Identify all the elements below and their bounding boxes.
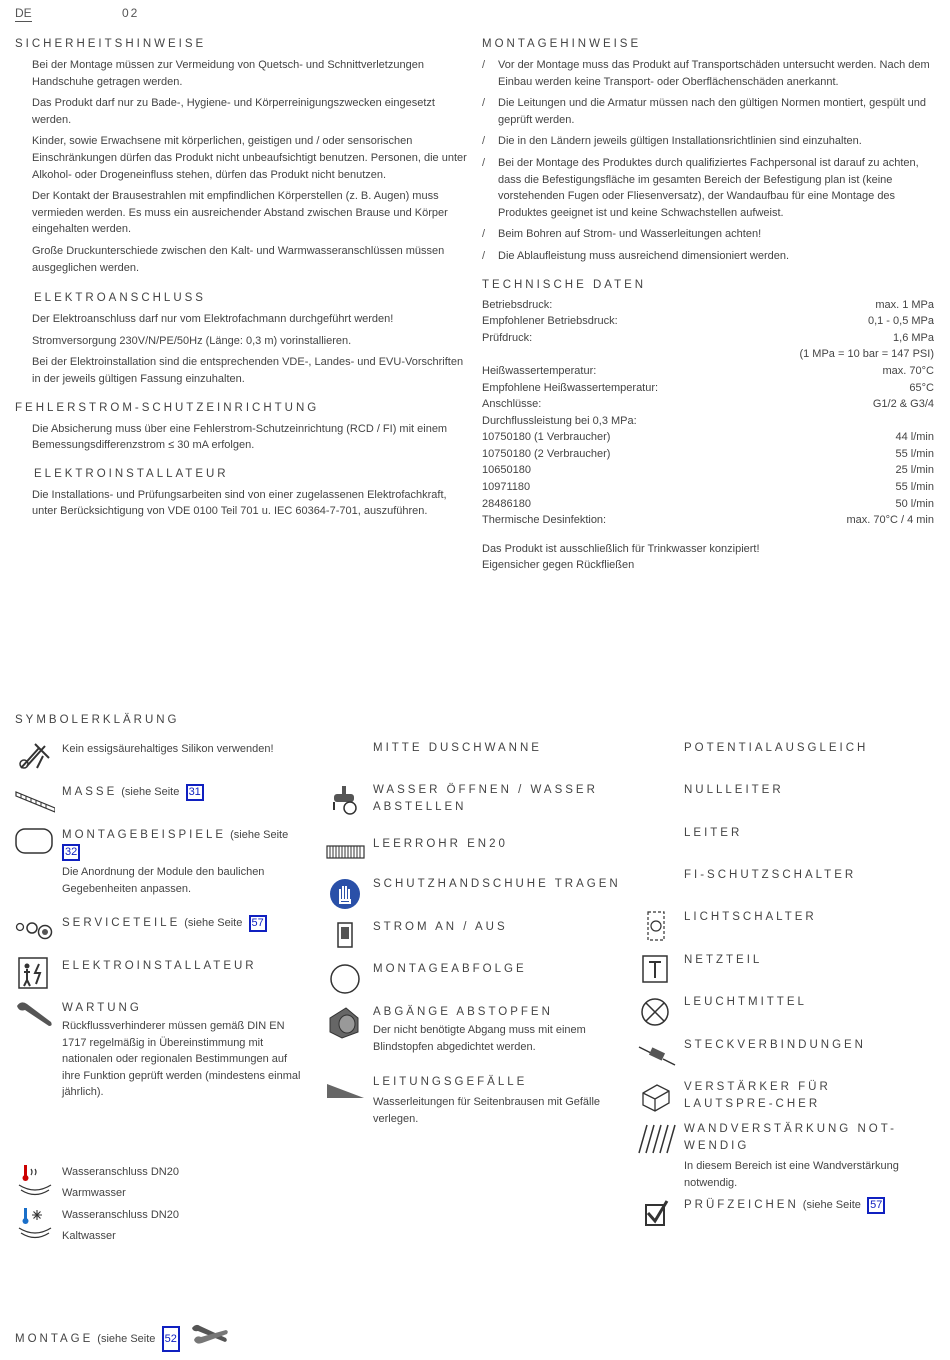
- lamp-icon: [637, 994, 677, 1030]
- kalt-text: [62, 1207, 262, 1245]
- pruef-ref: (siehe Seite: [802, 1199, 861, 1211]
- masse-label: [62, 784, 322, 801]
- wrench-icon: [15, 998, 55, 1034]
- circle-icon: [326, 961, 366, 997]
- plug-cap-icon: [326, 1004, 366, 1040]
- installer-para: Die Installations- und Prüfungsarbeiten sind von einer zugelassenen Elektrofachkraft, unter Berücksichtigung von VDE 0100 Teil 701 u. IEC 60364-7-701, auszuführen.: [32, 488, 447, 518]
- list-item: / Vor der Montage muss das Produkt auf Transportschäden untersucht werden. Nach dem Einbau werden keine Transport- oder Oberflächenschäden anerkannt.: [482, 57, 934, 90]
- netzteil-label: NETZTEIL: [684, 954, 763, 966]
- electro-para: Stromversorgung 230V/N/PE/50Hz (Länge: 0,3 m) vorinstallieren.: [32, 334, 352, 347]
- wandverst-block: [684, 1121, 919, 1191]
- gefaelle-block: [373, 1074, 623, 1127]
- tech-row: [482, 479, 934, 496]
- verstaerker-label: VERSTÄRKER FÜR LAUTSPRE-CHER: [684, 1081, 831, 1110]
- pruef-page-link[interactable]: 57: [867, 1197, 885, 1214]
- wartung-title: WARTUNG: [62, 1002, 142, 1014]
- tech-key: Durchflussleistung bei 0,3 MPa:: [482, 414, 637, 427]
- glove-icon: [326, 876, 366, 912]
- tech-row: [482, 512, 934, 529]
- strom-label: STROM AN / AUS: [373, 921, 508, 933]
- tech-value: 55 l/min: [895, 481, 934, 494]
- pruef-title: PRÜFZEICHEN: [684, 1199, 799, 1211]
- safety-heading: SICHERHEITSHINWEISE: [15, 38, 207, 50]
- leerrohr-label: LEERROHR EN20: [373, 838, 508, 850]
- masse-page-link[interactable]: 31: [186, 784, 204, 801]
- montage-title: MONTAGE: [15, 1333, 94, 1345]
- tech-value: (1 MPa = 10 bar = 147 PSI): [799, 348, 934, 361]
- tech-row: [482, 462, 934, 479]
- montage-ref: (siehe Seite: [97, 1333, 156, 1345]
- tech-value: max. 70°C / 4 min: [846, 514, 934, 527]
- wandverst-title: WANDVERSTÄRKUNG NOT-WENDIG: [684, 1123, 897, 1152]
- tech-value: 25 l/min: [895, 464, 934, 477]
- silicone-text: Kein essigsäurehaltiges Silikon verwenden!: [62, 743, 274, 755]
- wrenches-icon: [190, 1322, 230, 1348]
- list-item: / Beim Bohren auf Strom- und Wasserleitungen achten!: [482, 226, 934, 243]
- montagebeispiele-page-link[interactable]: 32: [62, 844, 80, 861]
- tech-key: Anschlüsse:: [482, 398, 542, 411]
- list-item: / Die Leitungen und die Armatur müssen nach den gültigen Normen montiert, gespült und geprüft werden.: [482, 95, 934, 128]
- elektroinstallateur-label: ELEKTROINSTALLATEUR: [62, 960, 257, 972]
- montageabfolge-label: MONTAGEABFOLGE: [373, 963, 527, 975]
- list-item: / Bei der Montage des Produktes durch qualifiziertes Fachpersonal ist darauf zu achten, dass die Befestigungsfläche im gesamten Bereich der Befestigung plan ist (keine vorstehenden Fugen oder Fliesenversatz), der Wandaufbau für eine Montage des Produktes geeignet ist und keine Schwachstellen aufweist.: [482, 155, 934, 221]
- tech-value: max. 70°C: [882, 364, 934, 377]
- tech-value: G1/2 & G3/4: [872, 398, 934, 411]
- mounting-heading: MONTAGEHINWEISE: [482, 38, 642, 50]
- list-item: / Die Ablaufleistung muss ausreichend dimensioniert werden.: [482, 248, 934, 265]
- tech-heading: TECHNISCHE DATEN: [482, 278, 647, 291]
- electro-para: Bei der Elektroinstallation sind die entsprechenden VDE-, Landes- und EVU-Vorschriften in der jeweils gültigen Fassung einzuhalten.: [32, 356, 464, 385]
- abgaenge-desc: Der nicht benötigte Abgang muss mit einem Blindstopfen abgedichtet werden.: [373, 1024, 586, 1053]
- tech-row: [482, 496, 934, 513]
- safety-para: Das Produkt darf nur zu Bade-, Hygiene- und Körperreinigungszwecken eingesetzt werden.: [32, 97, 435, 126]
- tech-key: Empfohlene Heißwassertemperatur:: [482, 381, 659, 394]
- tech-key: 10971180: [482, 481, 531, 494]
- electro-heading: ELEKTROANSCHLUSS: [34, 292, 206, 305]
- mounting-list: [482, 57, 934, 265]
- nullleiter-label: NULLLEITER: [684, 784, 784, 796]
- left-column: [15, 38, 470, 525]
- symbols-heading: SYMBOLERKLÄRUNG: [15, 714, 180, 726]
- tech-value: 65°C: [909, 381, 934, 394]
- light-switch-icon: [637, 909, 677, 945]
- handschuhe-label: SCHUTZHANDSCHUHE TRAGEN: [373, 878, 621, 890]
- tech-row: [482, 346, 934, 363]
- tech-row: [482, 429, 934, 446]
- safety-para: Große Druckunterschiede zwischen den Kalt- und Warmwasseranschlüssen müssen ausgeglichen werden.: [32, 244, 445, 274]
- page-number: 02: [122, 6, 140, 20]
- tech-table: [482, 297, 934, 529]
- tech-row: [482, 446, 934, 463]
- power-switch-icon: [326, 919, 366, 955]
- tech-key: Thermische Desinfektion:: [482, 514, 607, 527]
- montagebeispiele-block: [62, 827, 307, 897]
- ruler-icon: [15, 782, 55, 818]
- montage-footer: [15, 1326, 180, 1352]
- tech-row: [482, 313, 934, 330]
- tech-value: 55 l/min: [895, 447, 934, 460]
- silicone-gun-icon: [15, 738, 55, 774]
- tech-key: Prüfdruck:: [482, 331, 533, 344]
- safety-para: Bei der Montage müssen zur Vermeidung von Quetsch- und Schnittverletzungen Handschuhe getragen werden.: [32, 59, 424, 88]
- rcd-para: Die Absicherung muss über eine Fehlerstrom-Schutzeinrichtung (RCD / FI) mit einem Bemessungsdifferenzstrom ≤ 30 mA erfolgen.: [32, 422, 448, 452]
- power-supply-icon: [637, 952, 677, 988]
- list-item: / Die in den Ländern jeweils gültigen Installationsrichtlinien sind einzuhalten.: [482, 133, 934, 150]
- masse-ref: (siehe Seite: [121, 786, 180, 798]
- conduit-icon: [326, 836, 366, 872]
- masse-title: MASSE: [62, 786, 118, 798]
- kalt-line: Wasseranschluss DN20: [62, 1209, 179, 1221]
- mitte-label: MITTE DUSCHWANNE: [373, 742, 542, 754]
- tech-row: [482, 396, 934, 413]
- amplifier-box-icon: [637, 1079, 677, 1115]
- serviceteile-ref: (siehe Seite: [184, 917, 243, 929]
- serviceteile-label: [62, 915, 322, 932]
- tech-note-line: Das Produkt ist ausschließlich für Trinkwasser konzipiert!: [482, 542, 760, 555]
- installer-heading: ELEKTROINSTALLATEUR: [34, 467, 229, 480]
- tech-key: 10750180 (2 Verbraucher): [482, 447, 611, 460]
- wandverst-desc: In diesem Bereich ist eine Wandverstärkung notwendig.: [684, 1160, 899, 1189]
- cold-water-icon: [15, 1206, 55, 1242]
- pruef-label: [684, 1197, 924, 1214]
- steck-label: STECKVERBINDUNGEN: [684, 1039, 866, 1051]
- tech-row: [482, 330, 934, 347]
- language-code: DE: [15, 6, 32, 20]
- tech-key: Empfohlener Betriebsdruck:: [482, 315, 618, 328]
- leuchtmittel-label: LEUCHTMITTEL: [684, 996, 807, 1008]
- tech-value: 1,6 MPa: [893, 331, 934, 344]
- checkbox-icon: [637, 1197, 677, 1233]
- tech-note: [482, 541, 934, 574]
- tech-value: 50 l/min: [895, 497, 934, 510]
- tech-value: 0,1 - 0,5 MPa: [867, 315, 934, 328]
- tap-icon: [326, 782, 366, 818]
- hatching-icon: [637, 1121, 677, 1157]
- montagebeispiele-title: MONTAGEBEISPIELE: [62, 829, 227, 841]
- tech-row: [482, 380, 934, 397]
- hot-water-icon: [15, 1163, 55, 1199]
- service-parts-icon: [15, 913, 55, 949]
- tech-row: [482, 413, 934, 430]
- lichtschalter-label: LICHTSCHALTER: [684, 911, 817, 923]
- montagebeispiele-ref: (siehe Seite: [230, 829, 289, 841]
- warm-text: [62, 1164, 262, 1202]
- gefaelle-desc: Wasserleitungen für Seitenbrausen mit Gefälle verlegen.: [373, 1096, 601, 1125]
- serviceteile-title: SERVICETEILE: [62, 917, 181, 929]
- safety-para: Kinder, sowie Erwachsene mit körperlichen, geistigen und / oder sensorischen Einschränkungen dürfen das Produkt nicht unbeaufsichtigt benutzen. Personen, die unter Alkohol- oder Drogeneinfluss stehen, dürfen das Produkt nicht benutzen.: [32, 135, 467, 181]
- rcd-heading: FEHLERSTROM-SCHUTZEINRICHTUNG: [15, 401, 320, 414]
- potential-label: POTENTIALAUSGLEICH: [684, 742, 869, 754]
- kalt-line: Kaltwasser: [62, 1230, 116, 1242]
- tech-note-line: Eigensicher gegen Rückfließen: [482, 559, 635, 572]
- wasser-label: WASSER ÖFFNEN / WASSER ABSTELLEN: [373, 784, 598, 813]
- electrician-icon: [15, 956, 55, 992]
- connector-icon: [637, 1037, 677, 1073]
- abgaenge-title: ABGÄNGE ABSTOPFEN: [373, 1006, 553, 1018]
- tech-key: Betriebsdruck:: [482, 298, 553, 311]
- electro-para: Der Elektroanschluss darf nur vom Elektrofachmann durchgeführt werden!: [32, 313, 394, 326]
- serviceteile-page-link[interactable]: 57: [249, 915, 267, 932]
- montagebeispiele-desc: Die Anordnung der Module den baulichen Gegebenheiten anpassen.: [62, 866, 265, 895]
- tech-key: 28486180: [482, 497, 531, 510]
- tech-key: Heißwassertemperatur:: [482, 364, 597, 377]
- slope-icon: [326, 1074, 366, 1110]
- safety-para: Der Kontakt der Brausestrahlen mit empfindlichen Körperstellen (z. B. Augen) muss vermieden werden. Es muss ein ausreichender Abstand zwischen Brause und Körper eingehalten werden.: [32, 190, 448, 236]
- tech-key: 10750180 (1 Verbraucher): [482, 431, 611, 444]
- warm-line: Wasseranschluss DN20: [62, 1166, 179, 1178]
- leiter-label: LEITER: [684, 827, 743, 839]
- tech-row: [482, 363, 934, 380]
- right-column: [482, 38, 934, 574]
- montage-page-link[interactable]: 52: [162, 1326, 180, 1352]
- tech-value: max. 1 MPa: [875, 298, 934, 311]
- gefaelle-title: LEITUNGSGEFÄLLE: [373, 1076, 528, 1088]
- montagebeispiele-label: [62, 827, 307, 861]
- wartung-desc: Rückflussverhinderer müssen gemäß DIN EN 1717 regelmäßig in Übereinstimmung mit nationalen oder regionalen Bestimmungen auf ihre Funktion geprüft werden (mindestens einmal jährlich).: [62, 1020, 301, 1099]
- tech-key: 10650180: [482, 464, 531, 477]
- tech-row: [482, 297, 934, 314]
- tech-value: 44 l/min: [895, 431, 934, 444]
- wartung-block: [62, 1000, 307, 1101]
- rounded-rect-icon: [15, 825, 55, 861]
- fischutz-label: FI-SCHUTZSCHALTER: [684, 869, 857, 881]
- abgaenge-block: [373, 1004, 613, 1055]
- warm-line: Warmwasser: [62, 1187, 126, 1199]
